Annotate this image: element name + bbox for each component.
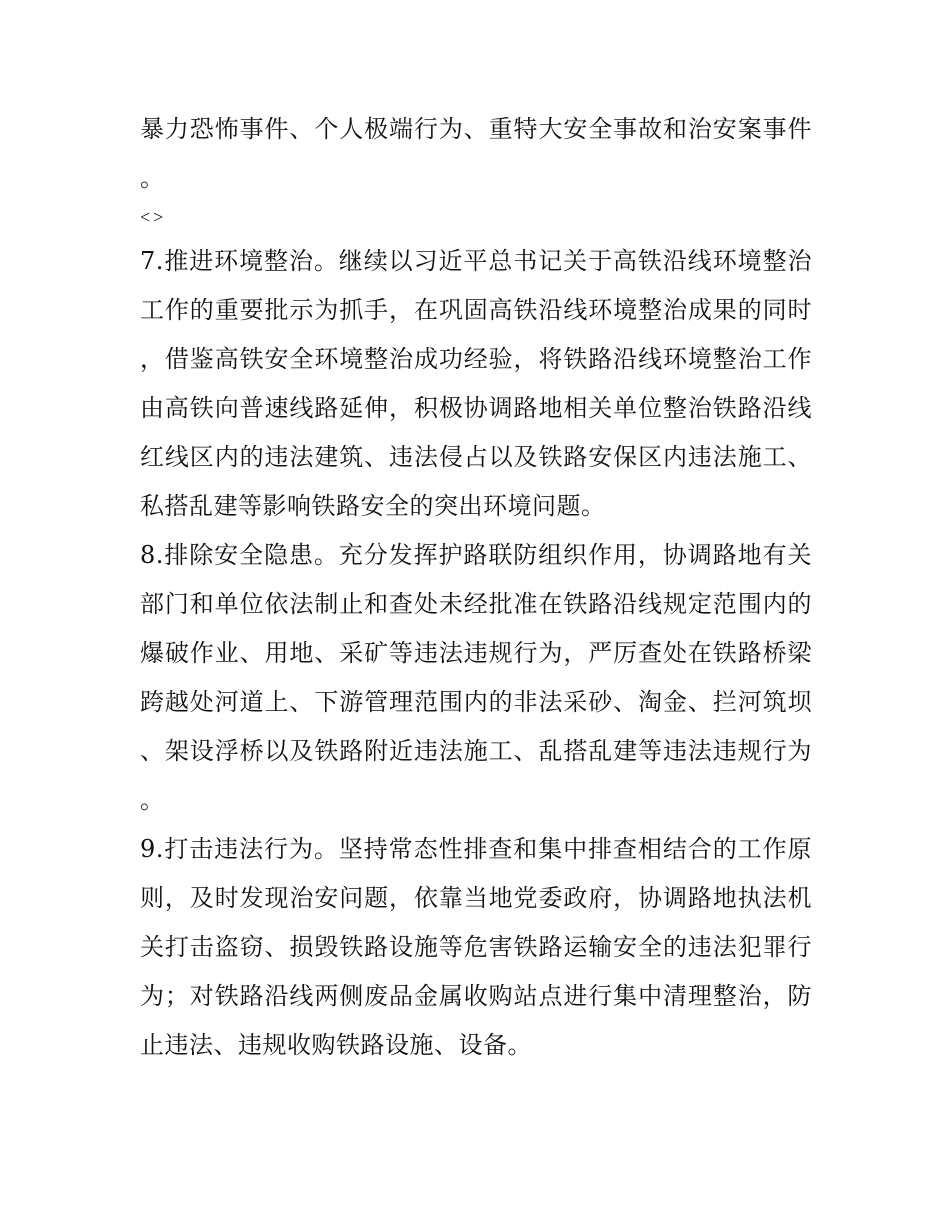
document-body — [140, 105, 812, 1070]
paragraph-continuation: 暴力恐怖事件、个人极端行为、重特大安全事故和治安案事件。 — [140, 115, 812, 192]
paragraph-item-7: 7.推进环境整治。继续以习近平总书记关于高铁沿线环境整治工作的重要批示为抓手，在巩固高铁沿线环境整治成果的同时，借鉴高铁安全环境整治成功经验，将铁路沿线环境整治工作由高铁向普速线路延伸，积极协调路地相关单位整治铁路沿线红线区内的违法建筑、违法侵占以及铁路安保区内违法施工、私搭乱建等影响铁路安全的突出环境问题。 — [140, 247, 812, 520]
paragraph-item-9: 9.打击违法行为。坚持常态性排查和集中排查相结合的工作原则，及时发现治安问题，依靠当地党委政府，协调路地执法机关打击盗窃、损毁铁路设施等危害铁路运输安全的违法犯罪行为；对铁路沿线两侧废品金属收购站点进行集中清理整治，防止违法、违规收购铁路设施、设备。 — [140, 835, 812, 1059]
paragraph-item-8: 8.排除安全隐患。充分发挥护路联防组织作用，协调路地有关部门和单位依法制止和查处未经批准在铁路沿线规定范围内的爆破作业、用地、采矿等违法违规行为，严厉查处在铁路桥梁跨越处河道上、下游管理范围内的非法采砂、淘金、拦河筑坝、架设浮桥以及铁路附近违法施工、乱搭乱建等违法违规行为。 — [140, 541, 812, 814]
placeholder-marker: <> — [140, 207, 167, 227]
